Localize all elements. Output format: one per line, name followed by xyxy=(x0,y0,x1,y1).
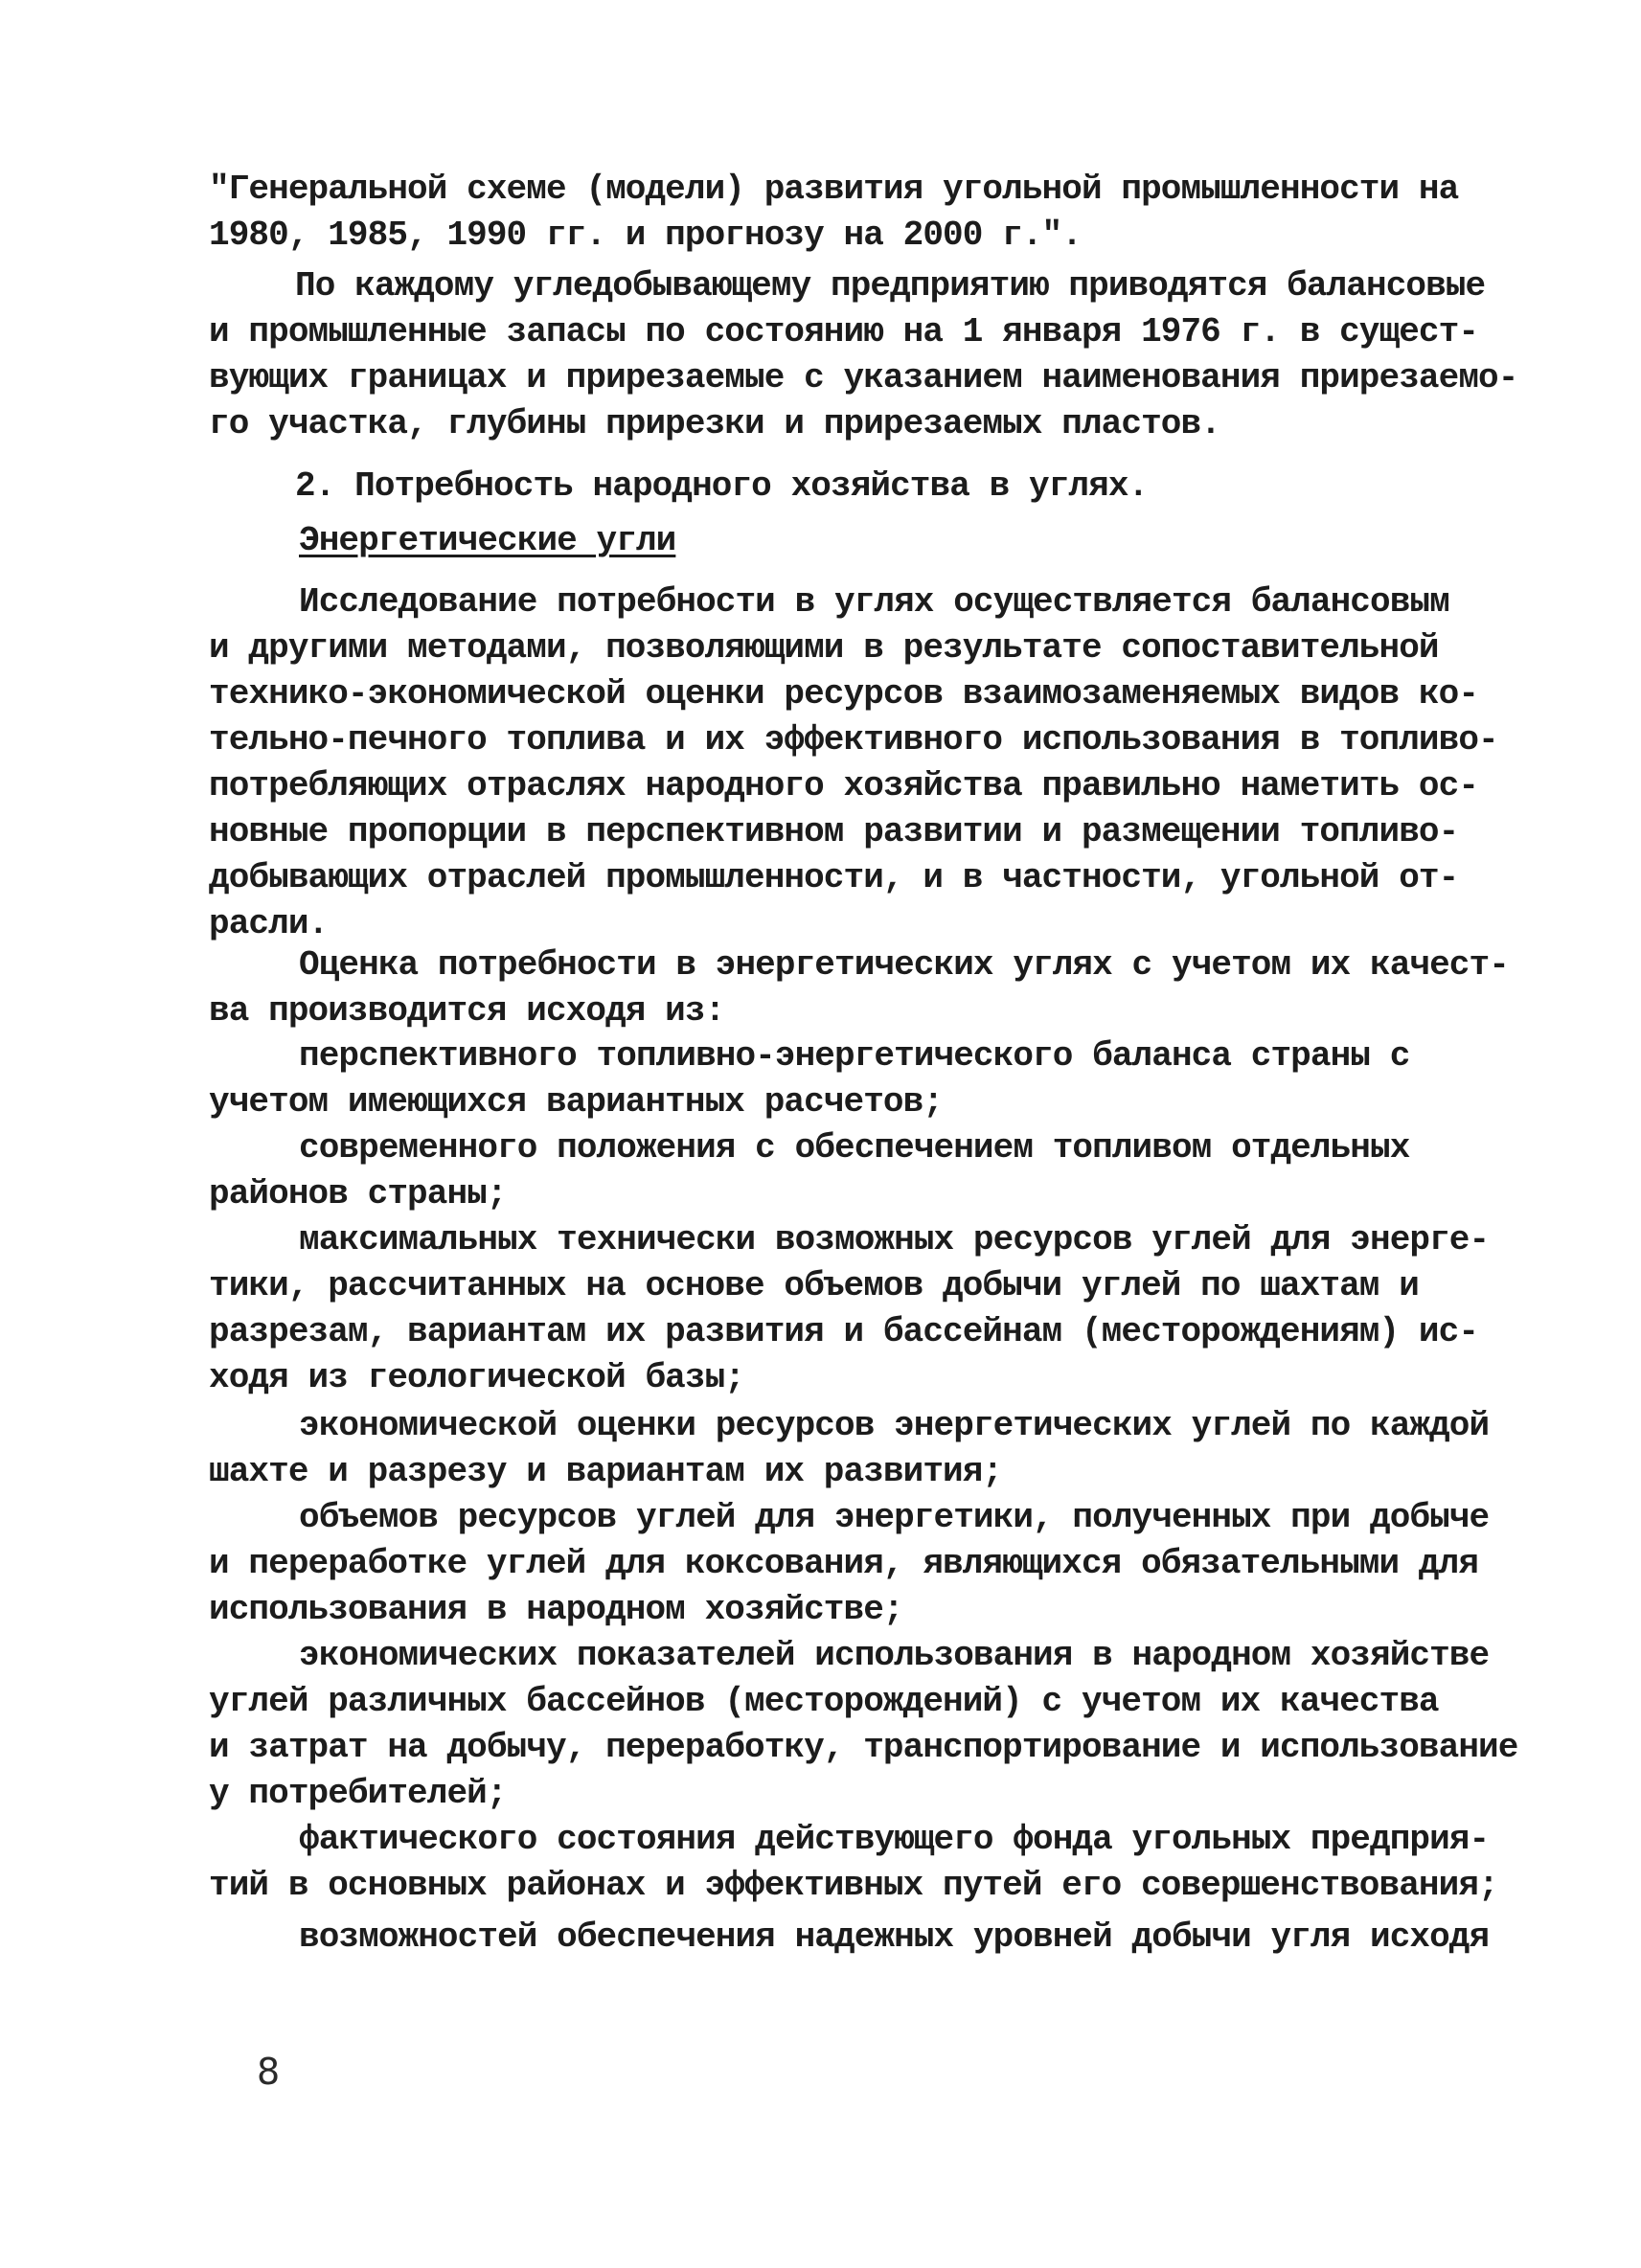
text-line: разрезам, вариантам их развития и бассейнам (месторождениям) ис- xyxy=(209,1312,1479,1351)
text-line: и другими методами, позволяющими в результате сопоставительной xyxy=(209,628,1439,668)
text-line: тельно-печного топлива и их эффективного использования в топливо- xyxy=(209,720,1498,760)
text-line: объемов ресурсов углей для энергетики, полученных при добыче xyxy=(299,1498,1490,1537)
text-line: современного положения с обеспечением топливом отдельных xyxy=(299,1128,1410,1168)
text-line: Оценка потребности в энергетических углях с учетом их качест- xyxy=(299,945,1509,985)
text-line: и промышленные запасы по состоянию на 1 января 1976 г. в сущест- xyxy=(209,312,1479,352)
text-line: добывающих отраслей промышленности, и в частности, угольной от- xyxy=(209,858,1459,897)
text-line: фактического состояния действующего фонда угольных предприя- xyxy=(299,1820,1490,1859)
text-line: "Генеральной схеме (модели) развития угольной промышленности на xyxy=(209,170,1459,209)
text-line: у потребителей; xyxy=(209,1774,507,1813)
text-line: экономических показателей использования в народном хозяйстве xyxy=(299,1636,1490,1675)
text-line: ходя из геологической базы; xyxy=(209,1358,744,1397)
text-line: экономической оценки ресурсов энергетических углей по каждой xyxy=(299,1406,1490,1445)
text-line: 1980, 1985, 1990 гг. и прогнозу на 2000 г.". xyxy=(209,215,1082,255)
text-line: перспективного топливно-энергетического баланса страны с xyxy=(299,1036,1410,1076)
text-line: тики, рассчитанных на основе объемов добычи углей по шахтам и xyxy=(209,1266,1419,1305)
text-line: максимальных технически возможных ресурсов углей для энерге- xyxy=(299,1220,1490,1259)
text-line: возможностей обеспечения надежных уровней добычи угля исходя xyxy=(299,1917,1490,1957)
text-line: го участка, глубины прирезки и прирезаемых пластов. xyxy=(209,404,1220,443)
text-line: углей различных бассейнов (месторождений) с учетом их качества xyxy=(209,1682,1439,1721)
text-line: вующих границах и прирезаемые с указанием наименования прирезаемо- xyxy=(209,358,1518,397)
text-line: тий в основных районах и эффективных путей его совершенствования; xyxy=(209,1866,1498,1905)
text-line: районов страны; xyxy=(209,1174,507,1213)
text-line: потребляющих отраслях народного хозяйства правильно наметить ос- xyxy=(209,766,1479,805)
text-line: использования в народном хозяйстве; xyxy=(209,1590,903,1629)
page-number: 8 xyxy=(257,2051,281,2093)
text-line: учетом имеющихся вариантных расчетов; xyxy=(209,1082,944,1122)
text-line: и переработке углей для коксования, являющихся обязательными для xyxy=(209,1544,1479,1583)
text-line: новные пропорции в перспективном развитии и размещении топливо- xyxy=(209,812,1459,851)
text-line: и затрат на добычу, переработку, транспортирование и использование xyxy=(209,1728,1518,1767)
text-line: шахте и разрезу и вариантам их развития; xyxy=(209,1452,1003,1491)
text-line: Исследование потребности в углях осуществляется балансовым xyxy=(299,582,1449,622)
text-line: ва производится исходя из: xyxy=(209,991,725,1031)
text-line: расли. xyxy=(209,904,329,943)
subsection-heading: Энергетические угли xyxy=(299,521,676,560)
text-line: По каждому угледобывающему предприятию приводятся балансовые xyxy=(295,266,1486,306)
section-heading: 2. Потребность народного хозяйства в углях. xyxy=(295,466,1149,506)
text-line: технико-экономической оценки ресурсов взаимозаменяемых видов ко- xyxy=(209,674,1479,714)
